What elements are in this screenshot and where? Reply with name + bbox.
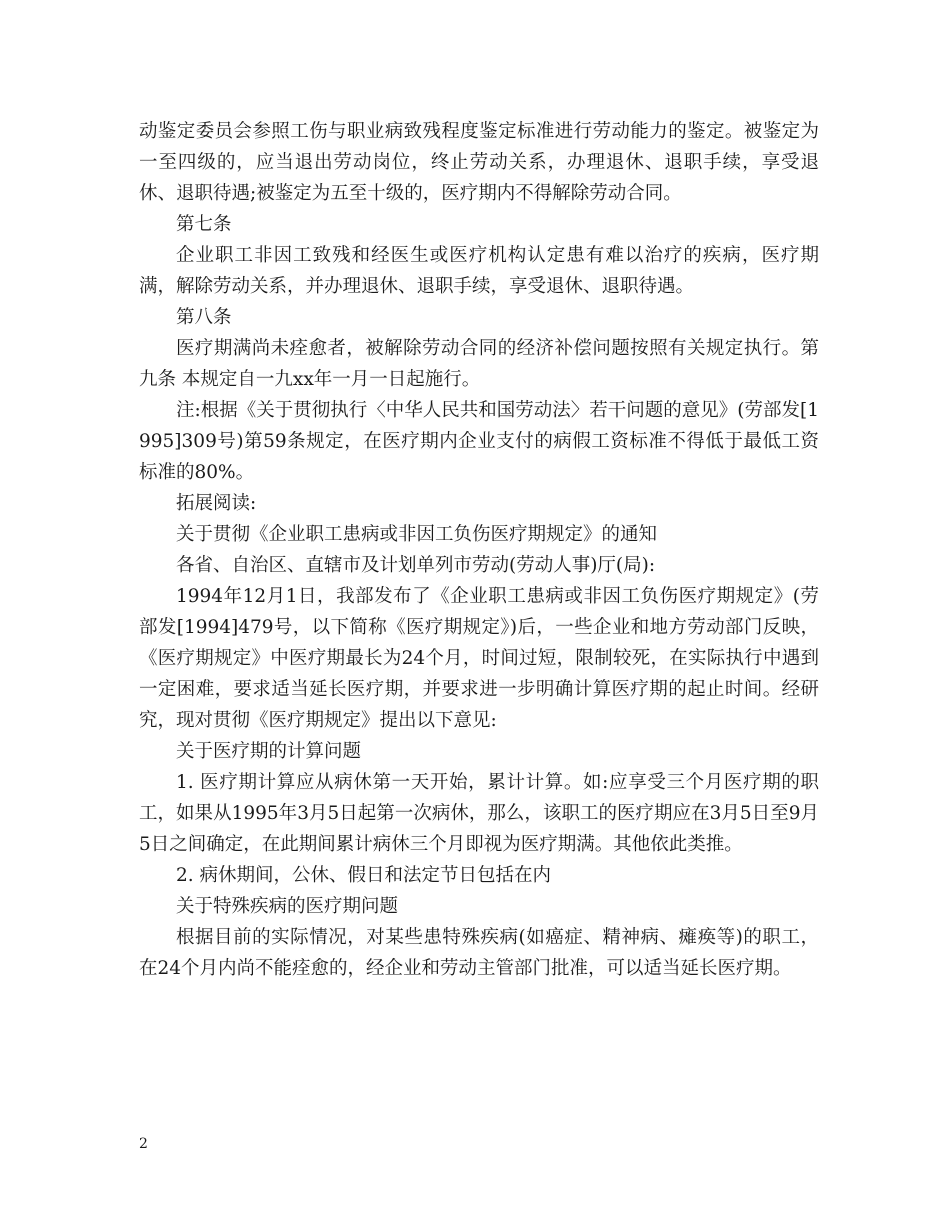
section-heading-special-diseases: 关于特殊疾病的医疗期问题 (176, 896, 399, 917)
note-paragraph: 注:根据《关于贯彻执行〈中华人民共和国劳动法〉若干问题的意见》(劳部发[1995]309号)第59条规定，在医疗期内企业支付的病假工资标准不得低于最低工资标准的80%。 (139, 400, 819, 483)
notice-addressee: 各省、自治区、直辖市及计划单列市劳动(劳动人事)厅(局): (176, 555, 656, 576)
article-8-heading: 第八条 (176, 307, 232, 328)
page-number: 2 (139, 1136, 148, 1152)
article-7-body: 企业职工非因工致残和经医生或医疗机构认定患有难以治疗的疾病，医疗期满，解除劳动关系，并办理退休、退职手续，享受退休、退职待遇。 (139, 245, 819, 297)
notice-title: 关于贯彻《企业职工患病或非因工负伤医疗期规定》的通知 (176, 524, 658, 545)
special-diseases-body: 根据目前的实际情况，对某些患特殊疾病(如癌症、精神病、瘫痪等)的职工，在24个月内尚不能痊愈的，经企业和劳动主管部门批准，可以适当延长医疗期。 (139, 927, 819, 979)
body-text (139, 116, 819, 984)
article-8-body: 医疗期满尚未痊愈者，被解除劳动合同的经济补偿问题按照有关规定执行。第九条 本规定自一九xx年一月一日起施行。 (139, 338, 819, 390)
extended-reading-heading: 拓展阅读: (176, 493, 257, 514)
section-heading-calculation: 关于医疗期的计算问题 (176, 741, 362, 762)
list-item-2: 2. 病休期间，公休、假日和法定节日包括在内 (176, 865, 552, 886)
notice-intro: 1994年12月1日，我部发布了《企业职工患病或非因工负伤医疗期规定》(劳部发[1994]479号，以下简称《医疗期规定》)后，一些企业和地方劳动部门反映，《医疗期规定》中医疗期最长为24个月，时间过短，限制较死，在实际执行中遇到一定困难，要求适当延长医疗期，并要求进一步明确计算医疗期的起止时间。经研究，现对贯彻《医疗期规定》提出以下意见: (139, 586, 819, 731)
article-7-heading: 第七条 (176, 214, 232, 235)
list-item-1: 1. 医疗期计算应从病休第一天开始，累计计算。如:应享受三个月医疗期的职工，如果从1995年3月5日起第一次病休，那么，该职工的医疗期应在3月5日至9月5日之间确定，在此期间累计病休三个月即视为医疗期满。其他依此类推。 (139, 772, 819, 855)
paragraph-continuation: 动鉴定委员会参照工伤与职业病致残程度鉴定标准进行劳动能力的鉴定。被鉴定为一至四级的，应当退出劳动岗位，终止劳动关系，办理退休、退职手续，享受退休、退职待遇;被鉴定为五至十级的，医疗期内不得解除劳动合同。 (139, 121, 819, 204)
